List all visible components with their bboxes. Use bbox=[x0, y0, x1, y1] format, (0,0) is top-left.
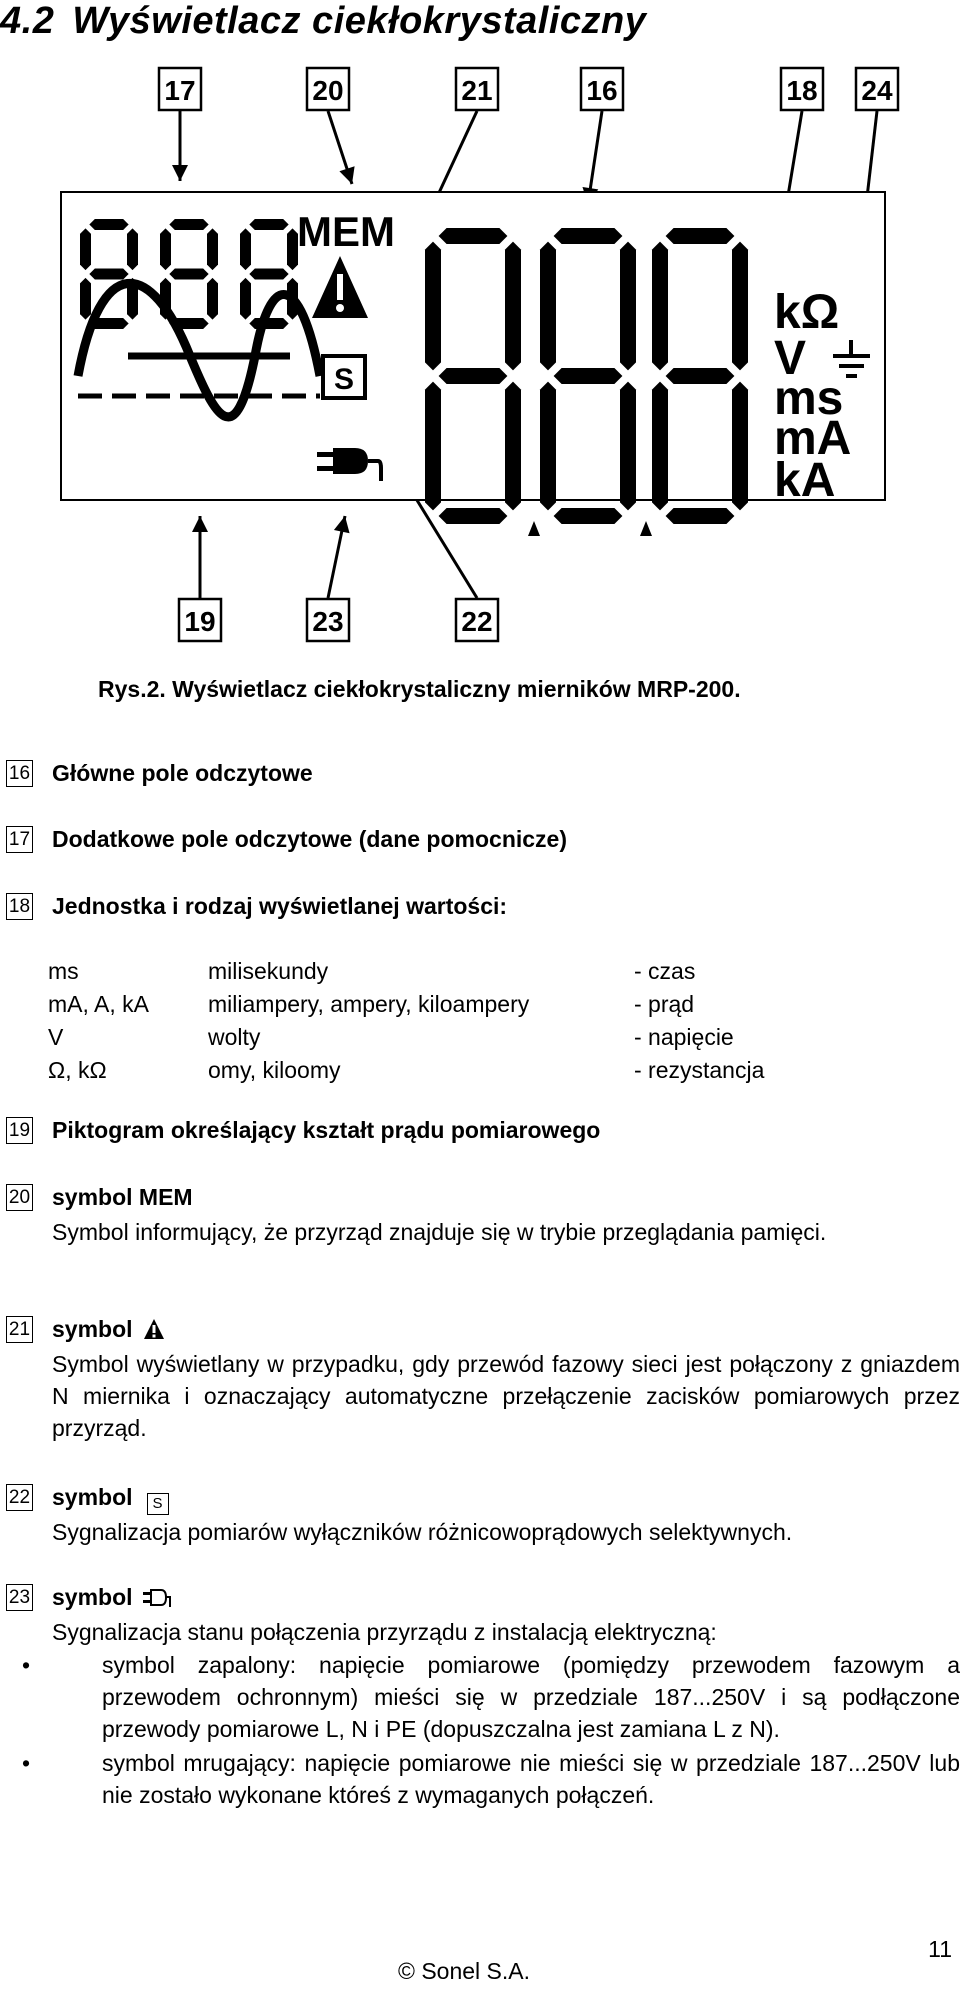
item-title: Dodatkowe pole odczytowe (dane pomocnicze) bbox=[52, 826, 568, 852]
item-title: symbol MEM bbox=[52, 1184, 193, 1210]
item-number-box: 20 bbox=[6, 1184, 33, 1211]
section-title: Wyświetlacz ciekłokrystaliczny bbox=[72, 0, 647, 42]
units-row bbox=[48, 1054, 848, 1087]
selective-s-icon: S bbox=[147, 1493, 169, 1515]
item-title: Główne pole odczytowe bbox=[52, 760, 313, 786]
svg-text:16: 16 bbox=[586, 75, 618, 106]
callout-label-20 bbox=[307, 68, 349, 110]
item-title bbox=[52, 1484, 169, 1515]
callout-labels-top bbox=[159, 68, 898, 110]
svg-text:22: 22 bbox=[461, 606, 493, 637]
svg-text:kΩ: kΩ bbox=[774, 286, 840, 339]
figure-caption: Rys.2. Wyświetlacz ciekłokrystaliczny mierników MRP-200. bbox=[98, 676, 741, 702]
unit-name: omy, kiloomy bbox=[208, 1057, 341, 1083]
item-number-box: 16 bbox=[6, 760, 33, 787]
svg-text:24: 24 bbox=[861, 75, 893, 106]
callout-labels-bottom bbox=[179, 599, 498, 641]
item-title: Piktogram określający kształt prądu pomiarowego bbox=[52, 1117, 601, 1143]
bullet-marker: • bbox=[22, 1750, 31, 1776]
plug-connection-icon bbox=[143, 1588, 171, 1608]
callout-label-22 bbox=[456, 599, 498, 641]
mem-symbol: MEM bbox=[297, 208, 395, 255]
unit-symbol: mA, A, kA bbox=[48, 991, 149, 1017]
warning-triangle-icon bbox=[143, 1318, 165, 1340]
bullet-marker: • bbox=[22, 1652, 31, 1678]
item-title: Jednostka i rodzaj wyświetlanej wartości: bbox=[52, 893, 508, 919]
unit-symbol: Ω, kΩ bbox=[48, 1057, 107, 1083]
item-title-text: symbol bbox=[52, 1316, 133, 1342]
callout-label-23 bbox=[307, 599, 349, 641]
item-21-description: Symbol wyświetlany w przypadku, gdy przewód fazowy sieci jest połączony z gniazdem N miernika i oznaczający automatyczne przełączenie zacisków pomiarowych przez przyrząd. bbox=[52, 1351, 960, 1441]
bullet-item bbox=[22, 1649, 960, 1745]
bullet-text: symbol mrugający: napięcie pomiarowe nie mieści się w przedziale 187...250V lub nie zostało wykonane któreś z wymaganych połączeń. bbox=[102, 1750, 960, 1808]
units-row bbox=[48, 1021, 848, 1054]
item-number-box: 18 bbox=[6, 893, 33, 920]
svg-text:mA: mA bbox=[774, 412, 852, 465]
section-heading bbox=[0, 0, 646, 43]
unit-name: miliampery, ampery, kiloampery bbox=[208, 991, 530, 1017]
units-row bbox=[48, 955, 848, 988]
bullet-item bbox=[22, 1747, 960, 1811]
item-title bbox=[52, 1584, 171, 1611]
units-table bbox=[48, 955, 848, 1087]
svg-text:17: 17 bbox=[164, 75, 196, 106]
item-title-text: symbol bbox=[52, 1484, 133, 1510]
unit-symbol: V bbox=[48, 1024, 64, 1050]
item-title bbox=[52, 1316, 165, 1343]
callout-label-21 bbox=[456, 68, 498, 110]
bullet-list bbox=[22, 1649, 960, 1811]
item-number-box: 19 bbox=[6, 1117, 33, 1144]
svg-text:21: 21 bbox=[461, 75, 493, 106]
item-number-box: 17 bbox=[6, 826, 33, 853]
units-row bbox=[48, 988, 848, 1021]
page-number: 11 bbox=[928, 1936, 952, 1962]
svg-text:19: 19 bbox=[184, 606, 216, 637]
svg-text:20: 20 bbox=[312, 75, 344, 106]
unit-quantity: - rezystancja bbox=[634, 1057, 765, 1083]
item-title-text: symbol bbox=[52, 1584, 133, 1610]
item-number-box: 23 bbox=[6, 1584, 33, 1611]
footer-copyright: © Sonel S.A. bbox=[398, 1958, 531, 1984]
svg-text:18: 18 bbox=[786, 75, 818, 106]
item-20-description: Symbol informujący, że przyrząd znajduje się w trybie przeglądania pamięci. bbox=[52, 1219, 827, 1245]
callout-label-17 bbox=[159, 68, 201, 110]
unit-name: milisekundy bbox=[208, 958, 329, 984]
callout-label-18 bbox=[781, 68, 823, 110]
svg-text:ms: ms bbox=[774, 372, 844, 425]
callout-label-16 bbox=[581, 68, 623, 110]
bullet-text: symbol zapalony: napięcie pomiarowe (pomiędzy przewodem fazowym a przewodem ochronnym) mieści się w przedziale 187...250V i są podłączone przewody pomiarowe L, N i PE (dopuszczalna jest zamiana L z N). bbox=[102, 1652, 960, 1742]
unit-quantity: - czas bbox=[634, 958, 696, 984]
svg-text:S: S bbox=[333, 363, 355, 396]
section-number: 4.2 bbox=[0, 0, 55, 42]
unit-quantity: - napięcie bbox=[634, 1024, 734, 1050]
item-23-description: Sygnalizacja stanu połączenia przyrządu z instalacją elektryczną: bbox=[52, 1619, 717, 1645]
svg-text:23: 23 bbox=[312, 606, 344, 637]
svg-text:V: V bbox=[774, 332, 807, 385]
item-number-box: 22 bbox=[6, 1484, 33, 1511]
item-number-box: 21 bbox=[6, 1316, 33, 1343]
unit-quantity: - prąd bbox=[634, 991, 695, 1017]
unit-name: wolty bbox=[208, 1024, 261, 1050]
item-22-description: Sygnalizacja pomiarów wyłączników różnicowoprądowych selektywnych. bbox=[52, 1519, 793, 1545]
svg-text:kA: kA bbox=[774, 454, 836, 507]
callout-label-19 bbox=[179, 599, 221, 641]
unit-symbol: ms bbox=[48, 958, 79, 984]
callout-label-24 bbox=[856, 68, 898, 110]
lcd-figure bbox=[0, 56, 960, 666]
